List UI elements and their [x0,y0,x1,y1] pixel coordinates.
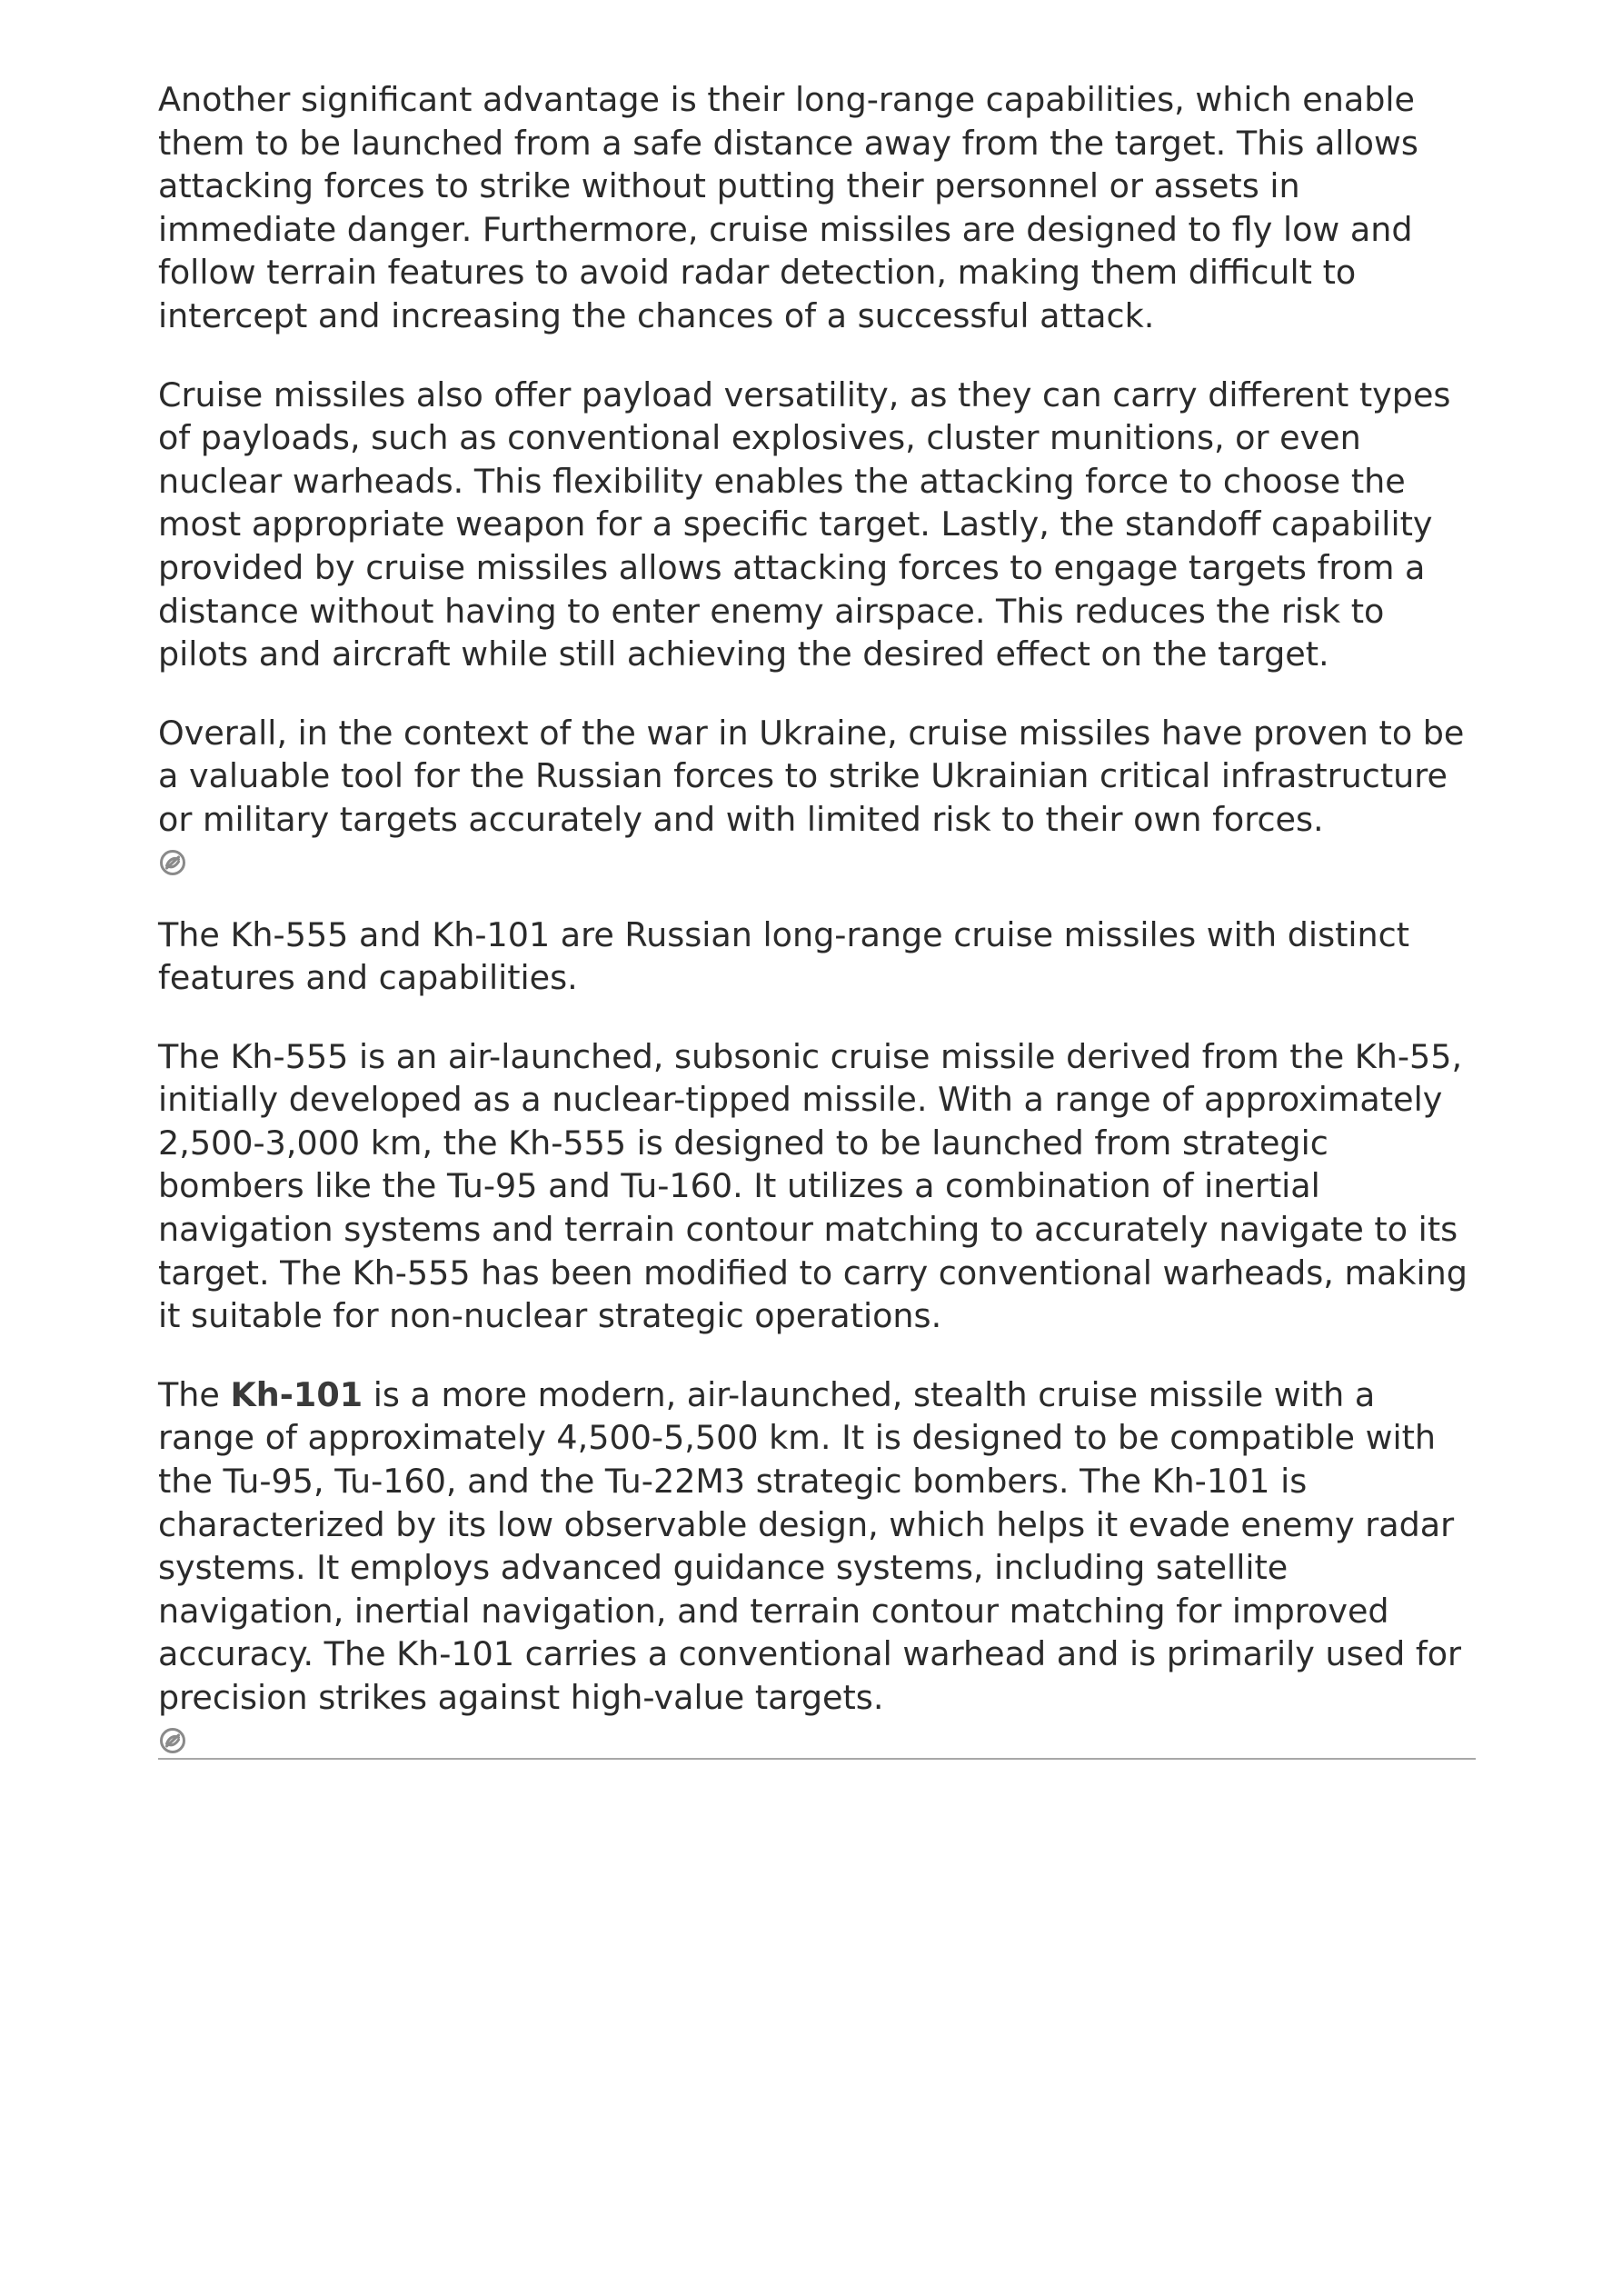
chatgpt-logo-icon [158,1726,187,1755]
kh101-lead-text: The [158,1374,231,1414]
kh101-rest-text: is a more modern, air-launched, stealth cruise missile with a range of approximately 4,500-5,500 km. It is designed to be compatible with the Tu-95, Tu-160, and the Tu-22M3 strategic bombers. The Kh-101 is characterized by its low observable design, which helps it evade enemy radar systems. It employs advanced guidance systems, including satellite navigation, inertial navigation, and terrain contour matching for improved accuracy. The Kh-101 carries a conventional warhead and is primarily used for precision strikes against high-value targets. [158,1374,1462,1717]
paragraph-long-range: Another significant advantage is their long-range capabilities, which enable them to be launched from a safe distance away from the target. This allows attacking forces to strike without putting their personnel or assets in immediate danger. Furthermore, cruise missiles are designed to fly low and follow terrain features to avoid radar detection, making them difficult to intercept and increasing the chances of a successful attack. [158,80,1418,335]
paragraph-overall: Overall, in the context of the war in Ukraine, cruise missiles have proven to be a valuable tool for the Russian forces to strike Ukrainian critical infrastructure or military targets accurately and with limited risk to their own forces. [158,713,1465,839]
chatgpt-logo-icon [158,848,187,877]
paragraph-kh-101 [158,1373,1476,1720]
document-page [158,78,1476,1760]
kh101-bold-term: Kh-101 [230,1374,363,1414]
paragraph-intro-kh: The Kh-555 and Kh-101 are Russian long-range cruise missiles with distinct features and capabilities. [158,914,1410,998]
paragraph-payload-versatility: Cruise missiles also offer payload versatility, as they can carry different types of payloads, such as conventional explosives, cluster munitions, or even nuclear warheads. This flexibility enables the attacking force to choose the most appropriate weapon for a specific target. Lastly, the standoff capability provided by cruise missiles allows attacking forces to engage targets from a distance without having to enter enemy airspace. This reduces the risk to pilots and aircraft while still achieving the desired effect on the target. [158,374,1451,674]
divider-rule [158,1758,1476,1760]
paragraph-kh-555: The Kh-555 is an air-launched, subsonic cruise missile derived from the Kh-55, initially developed as a nuclear-tipped missile. With a range of approximately 2,500-3,000 km, the Kh-555 is designed to be launched from strategic bombers like the Tu-95 and Tu-160. It utilizes a combination of inertial navigation systems and terrain contour matching to accurately navigate to its target. The Kh-555 has been modified to carry conventional warheads, making it suitable for non-nuclear strategic operations. [158,1036,1468,1336]
